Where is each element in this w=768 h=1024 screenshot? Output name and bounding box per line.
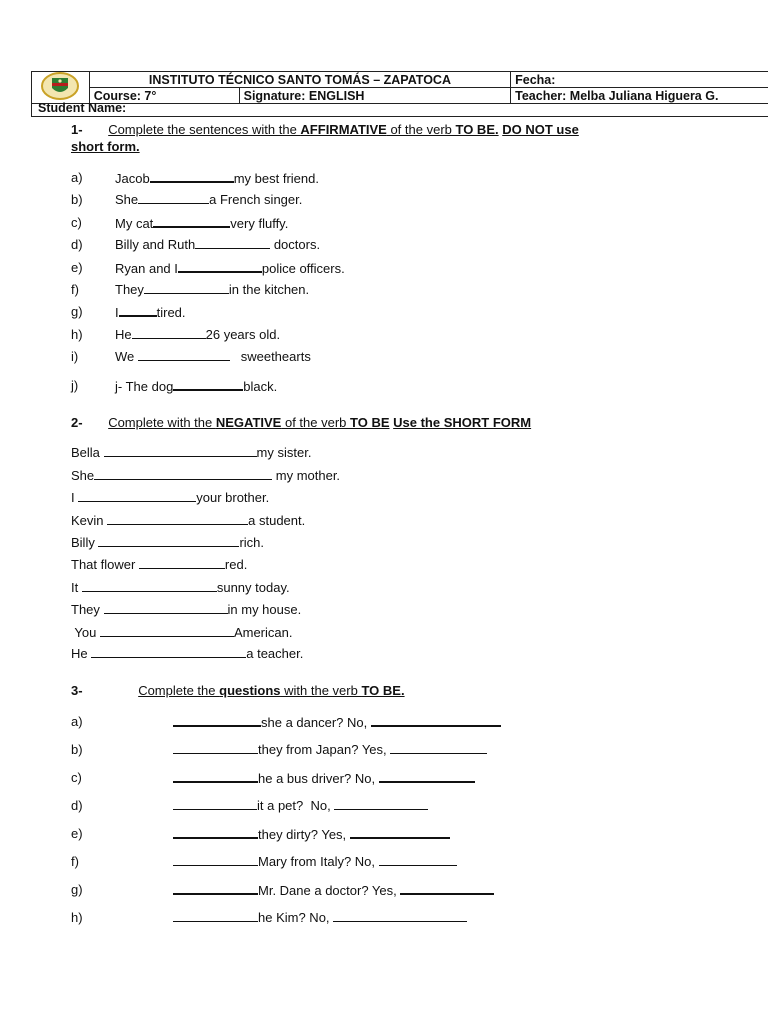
negative-sentence: Bella my sister. bbox=[71, 445, 312, 460]
item-label: b) bbox=[71, 742, 83, 757]
signature-field: Signature: ENGLISH bbox=[239, 88, 511, 104]
item-label: a) bbox=[71, 714, 83, 729]
blank-line[interactable] bbox=[132, 327, 206, 339]
negative-sentence: He a teacher. bbox=[71, 646, 304, 661]
header-table bbox=[31, 71, 768, 104]
negative-sentence: You American. bbox=[71, 625, 293, 640]
sentence-f: They in the kitchen. bbox=[115, 282, 310, 297]
item-label: g) bbox=[71, 304, 83, 319]
section-3-title: 3- Complete the questions with the verb TO BE. bbox=[71, 683, 405, 698]
blank-line[interactable] bbox=[173, 854, 258, 866]
blank-line[interactable] bbox=[173, 714, 261, 727]
sentence-j: j- The dog black. bbox=[115, 379, 278, 394]
question-e: they dirty? Yes, bbox=[173, 826, 450, 842]
student-name-label: Student Name: bbox=[38, 101, 127, 115]
school-logo-cell bbox=[32, 72, 90, 104]
blank-line[interactable] bbox=[173, 882, 258, 895]
student-name-divider bbox=[31, 116, 768, 117]
negative-sentence: She my mother. bbox=[71, 468, 341, 483]
item-label: f) bbox=[71, 854, 79, 869]
question-g: Mr. Dane a doctor? Yes, bbox=[173, 882, 494, 898]
sentence-c: My cat very fluffy. bbox=[115, 216, 289, 231]
blank-line[interactable] bbox=[379, 854, 457, 866]
item-label: f) bbox=[71, 282, 79, 297]
item-label: d) bbox=[71, 237, 83, 252]
blank-line[interactable] bbox=[82, 580, 217, 592]
blank-line[interactable] bbox=[94, 468, 272, 480]
item-label: c) bbox=[71, 770, 82, 785]
course-field: Course: 7° bbox=[89, 88, 239, 104]
item-label: a) bbox=[71, 170, 83, 185]
item-label: e) bbox=[71, 260, 83, 275]
question-d: it a pet? No, bbox=[173, 798, 428, 813]
blank-line[interactable] bbox=[119, 304, 157, 317]
question-a: she a dancer? No, bbox=[173, 714, 501, 730]
question-b: they from Japan? Yes, bbox=[173, 742, 487, 757]
section-1-title-cont: short form. bbox=[71, 139, 140, 154]
blank-line[interactable] bbox=[173, 770, 258, 783]
blank-line[interactable] bbox=[195, 237, 270, 249]
sentence-d: Billy and Ruth doctors. bbox=[115, 237, 321, 252]
blank-line[interactable] bbox=[144, 282, 229, 294]
item-label: b) bbox=[71, 192, 83, 207]
blank-line[interactable] bbox=[173, 742, 258, 754]
negative-sentence: Billy rich. bbox=[71, 535, 265, 550]
blank-line[interactable] bbox=[173, 910, 258, 922]
blank-line[interactable] bbox=[138, 192, 209, 204]
blank-line[interactable] bbox=[333, 910, 467, 922]
item-label: d) bbox=[71, 798, 83, 813]
item-label: e) bbox=[71, 826, 83, 841]
item-label: h) bbox=[71, 327, 83, 342]
blank-line[interactable] bbox=[390, 742, 487, 754]
blank-line[interactable] bbox=[91, 646, 246, 658]
item-label: h) bbox=[71, 910, 83, 925]
blank-line[interactable] bbox=[173, 826, 258, 839]
negative-sentence: I your brother. bbox=[71, 490, 270, 505]
blank-line[interactable] bbox=[98, 535, 239, 547]
blank-line[interactable] bbox=[334, 798, 428, 810]
item-label: i) bbox=[71, 349, 79, 364]
school-logo bbox=[40, 72, 80, 100]
negative-sentence: Kevin a student. bbox=[71, 513, 306, 528]
blank-line[interactable] bbox=[139, 557, 225, 569]
question-f: Mary from Italy? No, bbox=[173, 854, 457, 869]
blank-line[interactable] bbox=[104, 602, 228, 614]
sentence-i: We sweethearts bbox=[115, 349, 311, 364]
blank-line[interactable] bbox=[379, 770, 475, 783]
negative-sentence: That flower red. bbox=[71, 557, 248, 572]
blank-line[interactable] bbox=[78, 490, 196, 502]
teacher-field: Teacher: Melba Juliana Higuera G. bbox=[511, 88, 768, 104]
blank-line[interactable] bbox=[350, 826, 450, 839]
item-label: c) bbox=[71, 215, 82, 230]
question-c: he a bus driver? No, bbox=[173, 770, 475, 786]
blank-line[interactable] bbox=[400, 882, 494, 895]
blank-line[interactable] bbox=[178, 260, 262, 273]
blank-line[interactable] bbox=[173, 378, 243, 391]
blank-line[interactable] bbox=[100, 625, 234, 637]
negative-sentence: It sunny today. bbox=[71, 580, 290, 595]
sentence-e: Ryan and I police officers. bbox=[115, 261, 345, 276]
sentence-h: He 26 years old. bbox=[115, 327, 281, 342]
sentence-a: Jacob my best friend. bbox=[115, 171, 319, 186]
blank-line[interactable] bbox=[107, 513, 248, 525]
date-field: Fecha: bbox=[511, 72, 768, 88]
blank-line[interactable] bbox=[150, 170, 234, 183]
section-2-title: 2- Complete with the NEGATIVE of the verb TO BE Use the SHORT FORM bbox=[71, 415, 532, 430]
negative-sentence: They in my house. bbox=[71, 602, 302, 617]
item-label: j) bbox=[71, 378, 79, 393]
sentence-b: She a French singer. bbox=[115, 192, 303, 207]
sentence-g: I tired. bbox=[115, 305, 186, 320]
blank-line[interactable] bbox=[104, 445, 257, 457]
blank-line[interactable] bbox=[173, 798, 257, 810]
blank-line[interactable] bbox=[371, 714, 501, 727]
question-h: he Kim? No, bbox=[173, 910, 467, 925]
school-name: INSTITUTO TÉCNICO SANTO TOMÁS – ZAPATOCA bbox=[89, 72, 510, 88]
item-label: g) bbox=[71, 882, 83, 897]
blank-line[interactable] bbox=[138, 349, 230, 361]
section-1-title: 1- Complete the sentences with the AFFIRMATIVE of the verb TO BE. DO NOT use bbox=[71, 122, 579, 137]
blank-line[interactable] bbox=[153, 215, 230, 228]
